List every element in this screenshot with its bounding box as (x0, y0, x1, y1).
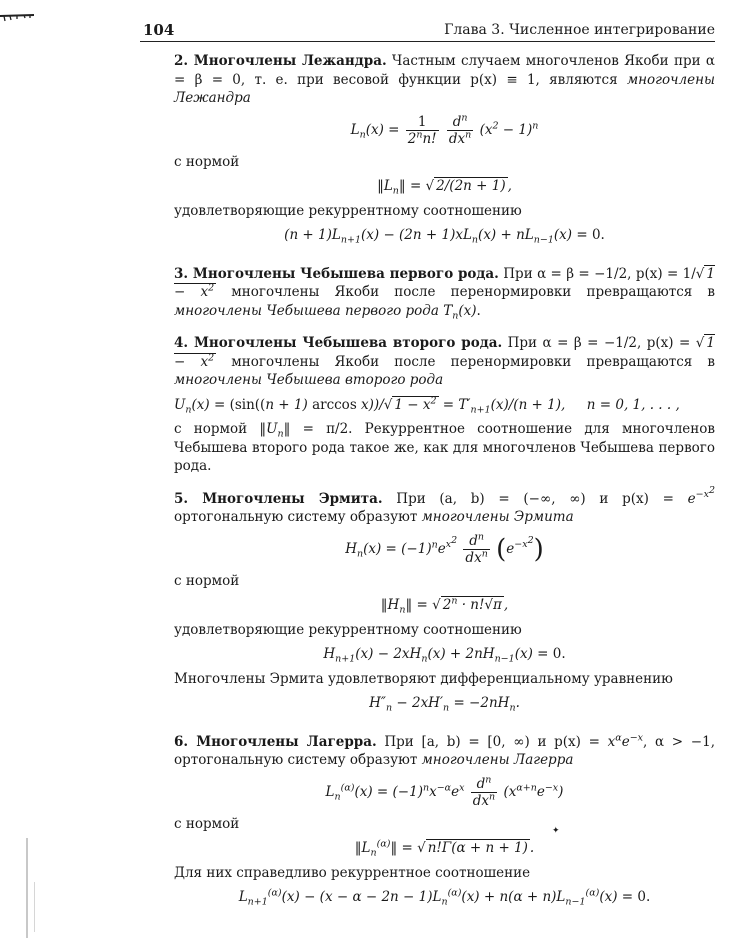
hermite-term: многочлены Эрмита (421, 509, 574, 525)
laguerre-norm-formula: $‖L_n^{(\alpha)}‖$ = √ n!Γ(α + n + 1) . (354, 838, 535, 859)
scan-margin-line-2 (34, 882, 35, 932)
laguerre-paragraph: 6. Многочлены Лагерра. При [a, b) = [0, ∞) и $p(x) = x^\alpha e^{-x}$, α > −1, ортогональную систему образуют многочлены Лагерра (174, 732, 716, 768)
chebyshev1-intro: При α = β = −1/2, p(x) = (503, 265, 679, 282)
hermite-diff-intro: Многочлены Эрмита удовлетворяют дифференциальному уравнению (174, 670, 673, 687)
laguerre-intro: При [a, b) = [0, ∞) и p(x) = (384, 733, 600, 750)
hermite-differential-equation: $H''_n - 2xH'_n = -2nH_n$. (369, 695, 520, 714)
laguerre-term: многочлены Лагерра (421, 752, 574, 768)
legendre-recurrence-intro: удовлетворяющие рекуррентному соотношению (174, 202, 522, 219)
hermite-recurrence-intro: удовлетворяющие рекуррентному соотношению (174, 621, 522, 638)
legendre-term: многочлены Лежандра (174, 71, 715, 106)
chebyshev1-term: многочлены Чебышева первого рода (174, 302, 439, 319)
scan-margin-line (26, 838, 28, 938)
chapter-title: Глава 3. Численное интегрирование (444, 22, 715, 38)
chebyshev2-formula: $U_n(x) = (\sin((n + 1)$ arccos x))/√ $1 - x^2 = T'_{n+1}(x)/(n + 1)$, n = 0, 1, . . . , (174, 395, 680, 416)
hermite-intro-b: ортогональную систему образуют (174, 509, 418, 525)
chebyshev2-intro-b: многочлены Якоби после перенормировки превращаются в (231, 353, 716, 370)
chebyshev1-heading: 3. Многочлены Чебышева первого рода. (174, 265, 499, 282)
legendre-norm-formula: $‖L_n‖$ = √ 2/(2n + 1) , (377, 178, 512, 197)
page-body (174, 52, 715, 913)
laguerre-norm-label: с нормой (174, 815, 240, 832)
hermite-norm-formula: $‖H_n‖$ = √ $2^n \cdot n!√\pi$ , (380, 595, 509, 616)
chebyshev1-intro-b: многочлены Якоби после перенормировки превращаются в (231, 284, 716, 300)
laguerre-rodrigues-formula: $L_n^{(\alpha)}(x) = (-1)^nx^{-\alpha}e^x$ $\frac{d^n}{dx^n}$ $(x^{\alpha+n}e^{-x})$ (325, 774, 564, 809)
hermite-intro: При (a, b) = (−∞, ∞) и p(x) = (396, 490, 674, 507)
running-header (140, 21, 715, 42)
legendre-norm-label: с нормой (174, 153, 240, 170)
hermite-heading: 5. Многочлены Эрмита. (174, 490, 383, 507)
page-number: 104 (143, 21, 175, 39)
legendre-rodrigues-formula: $L_n(x)$ = $\frac{1}{2^nn!}$ $\frac{d^n}{dx^n}$ $(x^2 - 1)^n$ (350, 112, 539, 147)
laguerre-recurrence-intro: Для них справедливо рекуррентное соотношение (174, 864, 531, 881)
chebyshev1-paragraph: 3. Многочлены Чебышева первого рода. При α = β = −1/2, p(x) = 1/√ $1 - x^2$ многочлены Якоби после перенормировки превращаются в многочлены Чебышева первого рода $T_n(x)$. (174, 265, 716, 322)
legendre-heading: 2. Многочлены Лежандра. (174, 53, 387, 69)
hermite-rodrigues-formula: $H_n(x) = (-1)^ne^{x^2}$ $\frac{d^n}{dx^n}$ $(e^{-x^2})$ (345, 531, 544, 566)
chebyshev2-heading: 4. Многочлены Чебышева второго рода. (174, 335, 503, 351)
scan-speck: ✦ (552, 826, 560, 836)
hermite-norm-label: с нормой (174, 572, 240, 589)
chebyshev2-index-range: n = 0, 1, . . . , (586, 396, 680, 413)
chebyshev2-term: многочлены Чебышева второго рода (174, 372, 444, 388)
laguerre-intro-b: , α > −1, ортогональную систему образуют (174, 733, 716, 768)
laguerre-heading: 6. Многочлены Лагерра. (174, 733, 377, 750)
chebyshev2-norm-paragraph: с нормой $‖U_n‖ = \pi/2$. Рекуррентное соотношение для многочленов Чебышева второго рода такое же, как для многочленов Чебышева первого рода. (174, 421, 715, 474)
hermite-paragraph: 5. Многочлены Эрмита. При (a, b) = (−∞, ∞) и $p(x) = e^{-x^2}$ ортогональную систему образуют многочлены Эрмита (174, 484, 716, 525)
chebyshev2-paragraph: 4. Многочлены Чебышева второго рода. При α = β = −1/2, p(x) = √ $1 - x^2$ многочлены Якоби после перенормировки превращаются в многочлены Чебышева второго рода (174, 335, 716, 388)
legendre-recurrence-formula: $(n + 1)L_{n+1}(x) - (2n + 1)xL_n(x) + nL_{n-1}(x) = 0$. (284, 227, 605, 246)
hermite-recurrence-formula: $H_{n+1}(x) - 2xH_n(x) + 2nH_{n-1}(x) = 0$. (323, 646, 566, 665)
legendre-intro: Частным случаем многочленов Якоби при α = β = 0, т. е. при весовой функции p(x) ≡ 1, являются (174, 53, 715, 88)
chebyshev2-intro: При α = β = −1/2, p(x) = (507, 335, 691, 351)
scan-artifact-mark (0, 12, 34, 22)
legendre-paragraph (174, 52, 715, 108)
laguerre-recurrence-formula: $L_{n+1}^{(\alpha)}(x) - (x - \alpha - 2n - 1)L_n^{(\alpha)}(x) + n(\alpha + n)L_{n-1}^{(\alpha)}(x) = 0$. (238, 887, 651, 908)
